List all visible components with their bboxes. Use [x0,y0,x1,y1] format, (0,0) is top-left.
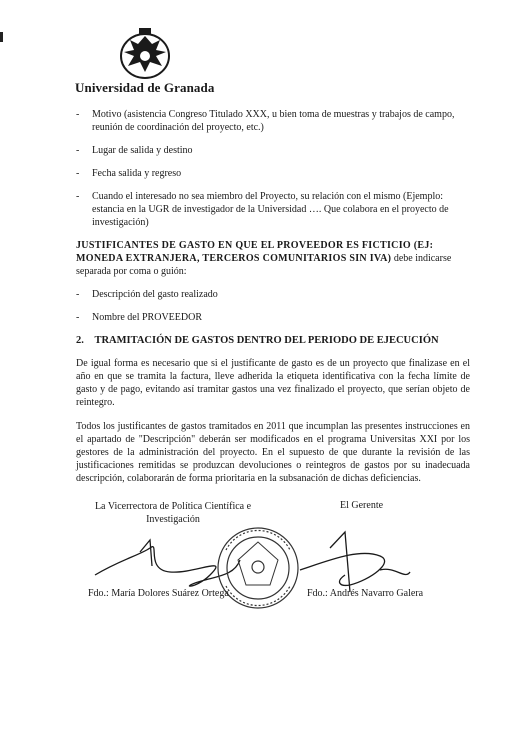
justificantes-rest-text: debe indicarse separada por coma o guión: [76,253,452,277]
body-paragraph: Todos los justificantes de gastos tramitados en 2011 que incumplan las presentes instrucciones en el apartado de "Descripción" deberán ser modificados en el programa Universitas XXI por los gestores de la administración del proyecto. En el supuesto de que durante la revisión de las justificaciones remitidas se produzcan devoluciones o reintegros de gastos por su inadecuada descripción, colaborarán de forma prioritaria en la subsanación de dichas deficiencias. [76,421,470,484]
university-crest-logo [100,26,190,80]
right-signatory-name: Fdo.: Andrés Navarro Galera [307,588,424,599]
section-number: 2. [76,335,84,346]
list-item [76,144,470,157]
section-heading [76,334,470,347]
list-item-text: Nombre del PROVEEDOR [92,312,202,323]
dash-icon: - [76,289,80,300]
dash-icon: - [76,145,80,156]
section-title: TRAMITACIÓN DE GASTOS DENTRO DEL PERIODO DE EJECUCIÓN [94,335,439,346]
list-item-text: Motivo (asistencia Congreso Titulado XXX, u bien toma de muestras y trabajos de campo, reunión de coordinación del proyecto, etc.) [92,109,455,133]
justificantes-paragraph [76,239,470,278]
margin-mark [0,32,3,42]
list-item [76,311,470,324]
list-item [76,288,470,301]
left-signature-graphic [95,540,240,586]
dash-icon: - [76,312,80,323]
list-item-text: Lugar de salida y destino [92,145,193,156]
left-signatory-title [80,500,266,526]
official-seal-graphic [218,528,298,608]
list-item-text: Fecha salida y regreso [92,168,182,179]
list-item [76,167,470,180]
dash-icon: - [76,191,80,202]
list-item-text: Descripción del gasto realizado [92,289,218,300]
justificantes-bold-text: JUSTIFICANTES DE GASTO EN QUE EL PROVEEDOR ES FICTICIO (EJ: MONEDA EXTRANJERA, TERCEROS COMUNITARIOS SIN IVA) [76,240,434,264]
list-item [76,108,470,134]
body-paragraph: De igual forma es necesario que si el justificante de gasto es de un proyecto que finalizase en el año en que se tramita la factura, lleve adherida la etiqueta identificativa con la fecha límite de gasto y de pago, evitando así tramitar gastos una vez finalizado el proyecto, que serían objeto de reintegro. [76,358,470,408]
list-item [76,190,470,229]
right-signature-graphic [300,532,410,592]
dash-icon: - [76,109,80,120]
university-name: Universidad de Granada [75,80,215,95]
right-signatory-title: El Gerente [340,500,384,511]
list-item-text: Cuando el interesado no sea miembro del Proyecto, su relación con el mismo (Ejemplo: estancia en la UGR de investigador de la Universidad …. Que colabora en el proyecto de investigación) [92,191,449,228]
left-title-line2: Investigación [146,514,200,525]
document-body [76,108,470,496]
left-signatory-name: Fdo.: María Dolores Suárez Ortega [88,588,229,599]
left-title-line1: La Vicerrectora de Política Científica e [94,501,252,512]
dash-icon: - [76,168,80,179]
